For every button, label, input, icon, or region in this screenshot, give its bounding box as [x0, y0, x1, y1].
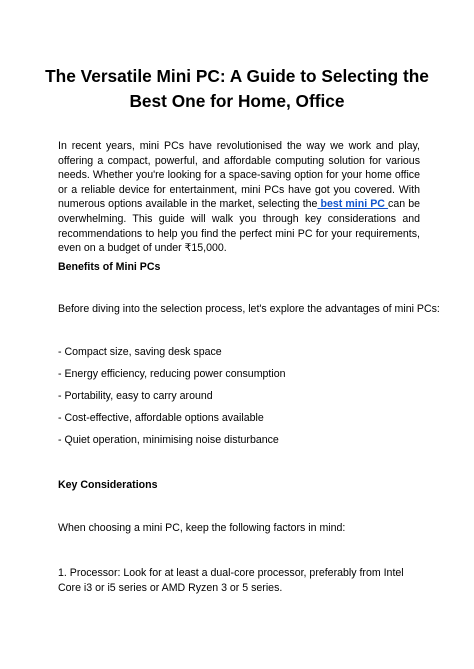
considerations-lead: When choosing a mini PC, keep the following factors in mind:: [58, 522, 346, 534]
considerations-heading: Key Considerations: [58, 479, 158, 491]
benefits-lead: Before diving into the selection process, let's explore the advantages of mini PCs:: [58, 303, 440, 315]
benefit-item: - Compact size, saving desk space: [58, 346, 222, 358]
consideration-item-processor: 1. Processor: Look for at least a dual-core processor, preferably from Intel Core i3 or i5 series or AMD Ryzen 3 or 5 series.: [58, 567, 404, 594]
best-mini-pc-link[interactable]: best mini PC: [317, 198, 389, 211]
benefits-heading: Benefits of Mini PCs: [58, 261, 161, 273]
intro-text-after-link: can be overwhelming. This guide will walk you through key considerations and recommendations to help you find the perfect mini PC for your requirements, even on a budget of under ₹15,000.: [58, 198, 420, 255]
benefit-item: - Cost-effective, affordable options available: [58, 412, 264, 424]
benefit-item: - Quiet operation, minimising noise disturbance: [58, 434, 279, 446]
benefit-item: - Energy efficiency, reducing power consumption: [58, 368, 286, 380]
document-title: The Versatile Mini PC: A Guide to Selecting the Best One for Home, Office: [45, 66, 429, 111]
intro-text-before-link: In recent years, mini PCs have revolutionised the way we work and play, offering a compact, powerful, and affordable computing solution for various needs. Whether you're looking for a space-saving option for your home office or a reliable device for entertainment, mini PCs have got you covered. With numerous options available in the market, selecting the: [58, 140, 420, 211]
intro-paragraph: [58, 139, 420, 256]
benefit-item: - Portability, easy to carry around: [58, 390, 213, 402]
